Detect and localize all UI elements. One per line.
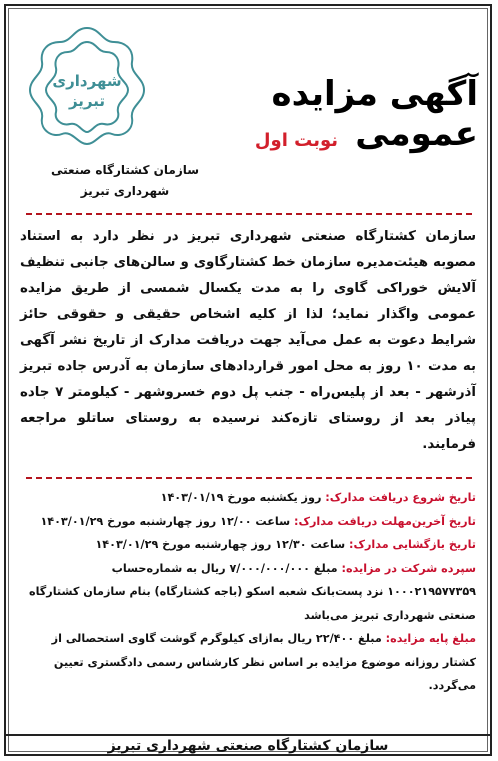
- organization-name: سازمان کشتارگاه صنعتی: [50, 163, 200, 177]
- detail-label: تاریخ آخرین‌مهلت دریافت مدارک:: [294, 514, 476, 528]
- round-subtitle: نوبت اول: [254, 130, 338, 151]
- detail-label: سپرده شرکت در مزایده:: [341, 561, 476, 575]
- detail-value: مبلغ ۷/۰۰۰/۰۰۰/۰۰۰ ریال به شماره‌حساب ۱۰۰۰۲۱۹۵۷۷۳۵۹ نزد پست‌بانک شعبه اسکو (باجه کشتارگاه) بنام سازمان کشتارگاه صنعتی شهرداری تبریز می‌باشد: [28, 561, 476, 622]
- logo-text-line1: شهرداری: [52, 72, 122, 90]
- detail-row: [20, 510, 476, 534]
- notice-body: سازمان کشتارگاه صنعتی شهرداری تبریز در نظر دارد به استناد مصوبه هیئت‌مدیره سازمان خط کشتارگاوی و سالن‌های جانبی تنظیف آلایش خوراکی گاوی را به مدت یکسال شمسی از طریق مزایده عمومی واگذار نماید؛ لذا از کلیه اشخاص حقیقی و حقوقی حائز شرایط دعوت به عمل می‌آید جهت دریافت مدارک از تاریخ نشر آگهی به مدت ۱۰ روز به محل امور قراردادهای سازمان به آدرس جاده تبریز آذرشهر - بعد از پلیس‌راه - جنب پل دوم خسروشهر - کیلومتر ۷ جاده پیاذر بعد از روستای تازه‌کند نرسیده به روستای ساتلو مراجعه فرمایند.: [20, 229, 476, 452]
- footer-organization: سازمان کشتارگاه صنعتی شهرداری تبریز: [107, 738, 389, 754]
- detail-value: روز یکشنبه مورخ ۱۴۰۳/۰۱/۱۹: [160, 491, 326, 504]
- detail-row: [20, 557, 476, 628]
- logo-text-line2: تبریز: [68, 92, 106, 110]
- detail-row: [20, 533, 476, 557]
- detail-value: ساعت ۱۲/۳۰ روز چهارشنبه مورخ ۱۴۰۳/۰۱/۲۹: [95, 538, 350, 551]
- detail-label: مبلغ پایه مزایده:: [385, 632, 476, 645]
- detail-row: [20, 486, 476, 510]
- footer: [4, 734, 492, 760]
- detail-label: تاریخ بازگشایی مدارک:: [349, 538, 476, 551]
- details-section: [20, 486, 476, 698]
- page-title: آگهی مزایده عمومی: [271, 74, 478, 154]
- organization-municipality: شهرداری تبریز: [80, 184, 170, 198]
- detail-value: ساعت ۱۲/۰۰ روز چهارشنبه مورخ ۱۴۰۳/۰۱/۲۹: [40, 514, 295, 528]
- dashed-divider: [26, 477, 472, 479]
- tabriz-municipality-logo: [22, 20, 152, 150]
- footer-rule: [4, 734, 492, 736]
- detail-label: تاریخ شروع دریافت مدارک:: [325, 491, 476, 504]
- dashed-divider: [26, 213, 472, 215]
- detail-row: [20, 627, 476, 698]
- detail-value: مبلغ ۲۲/۴۰۰ ریال به‌ازای کیلوگرم گوشت گاوی استحصالی از کشتار روزانه موضوع مزایده بر اساس نظر کارشناس رسمی دادگستری تعیین می‌گردد.: [51, 632, 476, 692]
